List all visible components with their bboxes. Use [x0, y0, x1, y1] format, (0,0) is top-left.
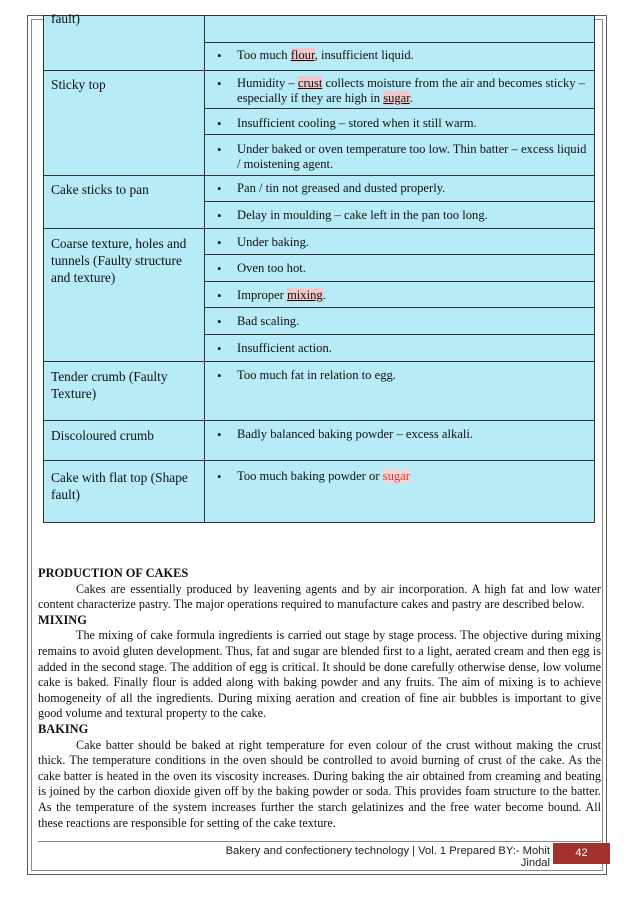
document-body: [38, 566, 601, 831]
cause-text: [237, 235, 587, 250]
cause-text: [237, 368, 587, 383]
fault-name: Coarse texture, holes and tunnels (Faulty structure and texture): [51, 236, 187, 285]
bullet-icon: •: [217, 235, 222, 250]
bullet-icon: •: [217, 48, 222, 63]
bullet-icon: •: [217, 261, 222, 276]
cause-text: [237, 261, 587, 276]
cause-separator: [205, 108, 595, 109]
text-run: Pan / tin not greased and dusted properly.: [237, 181, 446, 195]
text-run: Oven too hot.: [237, 261, 306, 275]
bullet-icon: •: [217, 288, 222, 303]
text-run: Badly balanced baking powder – excess alkali.: [237, 427, 474, 441]
highlighted-term: sugar: [383, 91, 410, 105]
text-run: Too much: [237, 48, 291, 62]
cause-text: [237, 427, 587, 442]
text-run: Improper: [237, 288, 288, 302]
cause-separator: [205, 201, 595, 202]
cause-text: [237, 142, 587, 172]
row-separator: [43, 361, 595, 362]
cause-item: [217, 76, 587, 106]
fault-name: fault): [51, 14, 80, 26]
cause-text: [237, 314, 587, 329]
highlighted-term: crust: [297, 76, 323, 90]
bullet-icon: •: [217, 181, 222, 196]
row-separator: [43, 228, 595, 229]
cause-text: [237, 181, 587, 196]
cause-item: [217, 427, 587, 442]
text-run: Insufficient cooling – stored when it still warm.: [237, 116, 477, 130]
cause-item: [217, 261, 587, 276]
cause-separator: [205, 307, 595, 308]
cause-text: [237, 208, 587, 223]
cause-item: [217, 116, 587, 131]
text-run: Bad scaling.: [237, 314, 300, 328]
text-run: Insufficient action.: [237, 341, 332, 355]
text-run: Under baking.: [237, 235, 310, 249]
text-run: Delay in moulding – cake left in the pan too long.: [237, 208, 488, 222]
section-heading: PRODUCTION OF CAKES: [38, 566, 189, 580]
bullet-icon: •: [217, 314, 222, 329]
footer-text: Bakery and confectionery technology | Vol. 1 Prepared BY:- Mohit Jindal: [225, 845, 550, 869]
page-number: 42: [553, 843, 610, 864]
bullet-icon: •: [217, 469, 222, 484]
section-paragraph: The mixing of cake formula ingredients is carried out stage by stage process. The objective during mixing remains to avoid gluten development. Thus, fat and sugar are blended first to a light, aerated cream and then egg is added in the second stage. The addition of egg is critical. It should be done carefully otherwise dense, low volume cake is baked. Finally flour is added along with baking powder and any fruits. The aim of mixing is to achieve homogeneity of all the ingredients. During mixing aeration and creation of fine air bubbles is important to give good volume and textural property to the cake.: [38, 628, 601, 721]
text-run: Too much fat in relation to egg.: [237, 368, 396, 382]
bullet-icon: •: [217, 341, 222, 356]
bullet-icon: •: [217, 208, 222, 223]
section-paragraph: Cakes are essentially produced by leavening agents and by air incorporation. A high fat and low water content characterize pastry. The major operations required to manufacture cakes and pastry are described below.: [38, 581, 601, 612]
cause-separator: [205, 254, 595, 255]
section-heading: BAKING: [38, 721, 89, 736]
highlighted-term: flour: [290, 48, 315, 62]
bullet-icon: •: [217, 116, 222, 131]
text-run: .: [322, 288, 326, 302]
fault-name: Cake sticks to pan: [51, 182, 149, 197]
text-run: Too much baking powder or: [237, 469, 383, 483]
table-column-divider: [204, 15, 205, 523]
cause-item: [217, 469, 587, 484]
cause-text: [237, 469, 587, 484]
cause-text: [237, 116, 587, 131]
cause-item: [217, 314, 587, 329]
section-paragraph: Cake batter should be baked at right temperature for even colour of the crust without making the crust thick. The temperature conditions in the oven should be controlled to avoid burning of crust of the cake. As the cake batter is heated in the oven its viscosity increases. During baking the air obtained from creaming and beating is joined by the carbon dioxide given off by the baking powder or soda. This provides foam structure to the batter. As the temperature of the system increases further the starch gelatinizes and the free water become bound. All these reactions are responsible for setting of the cake texture.: [38, 737, 601, 830]
cause-item: [217, 208, 587, 223]
cause-text: [237, 288, 587, 303]
row-separator: [43, 175, 595, 176]
text-run: Under baked or oven temperature too low. Thin batter – excess liquid / moistening agent.: [237, 142, 587, 171]
cause-separator: [205, 334, 595, 335]
cause-item: [217, 142, 587, 172]
cause-item: [217, 368, 587, 383]
cause-item: [217, 48, 587, 63]
cause-item: [217, 288, 587, 303]
cause-text: [237, 341, 587, 356]
bullet-icon: •: [217, 368, 222, 383]
text-run: Humidity –: [237, 76, 298, 90]
section-heading: MIXING: [38, 612, 87, 627]
bullet-icon: •: [217, 427, 222, 442]
cause-item: [217, 181, 587, 196]
cause-item: [217, 341, 587, 356]
fault-name: Discoloured crumb: [51, 428, 155, 443]
text-run: .: [409, 91, 413, 105]
fault-name: Cake with flat top (Shape fault): [51, 470, 188, 502]
bullet-icon: •: [217, 76, 222, 91]
cause-text: [237, 48, 587, 63]
row-separator: [43, 460, 595, 461]
cause-item: [217, 235, 587, 250]
cause-separator: [205, 42, 595, 43]
highlighted-term: sugar: [382, 469, 410, 483]
row-separator: [43, 70, 595, 71]
fault-name: Tender crumb (Faulty Texture): [51, 369, 168, 401]
row-separator: [43, 420, 595, 421]
bullet-icon: •: [217, 142, 222, 157]
footer-rule: [38, 841, 601, 842]
fault-name: Sticky top: [51, 77, 106, 92]
cause-text: [237, 76, 587, 106]
cause-separator: [205, 134, 595, 135]
text-run: , insufficient liquid.: [314, 48, 414, 62]
highlighted-term: mixing: [287, 288, 323, 302]
text-run: collects moisture from the air and becomes sticky – especially if they are high in: [237, 76, 586, 105]
cause-separator: [205, 281, 595, 282]
